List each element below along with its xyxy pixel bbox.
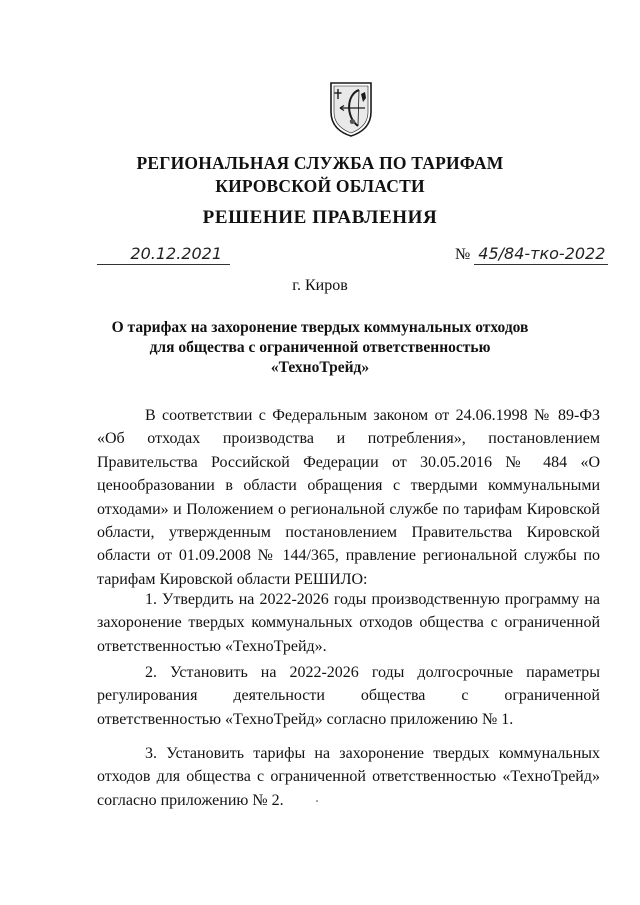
subject-line1: О тарифах на захоронение твердых коммунальных отходов	[111, 319, 529, 336]
item-1-paragraph	[97, 588, 600, 658]
coat-of-arms-icon	[328, 80, 374, 138]
document-subject	[0, 318, 640, 378]
organization-name-line1: РЕГИОНАЛЬНАЯ СЛУЖБА ПО ТАРИФАМ	[136, 153, 504, 173]
city: г. Киров	[292, 277, 348, 294]
decision-number-block	[455, 244, 608, 265]
organization-name	[0, 152, 640, 198]
document-type: РЕШЕНИЕ ПРАВЛЕНИЯ	[202, 207, 438, 228]
preamble-text: В соответствии с Федеральным законом от 24.06.1998 № 89-ФЗ «Об отходах производства и потребления», постановлением Правительства Российской Федерации от 30.05.2016 № 484 «О ценообразовании в области обращения с твердыми коммунальными отходами» и Положением о региональной службе по тарифам Кировской области, утвержденным постановлением Правительства Кировской области от 01.09.2008 № 144/365, правление региональной службы по тарифам Кировской области РЕШИЛО:	[97, 407, 600, 588]
scan-speck	[316, 800, 318, 802]
number-sign: №	[455, 246, 471, 263]
item-1-text: 1. Утвердить на 2022-2026 годы производственную программу на захоронение твердых коммунальных отходов общества с ограниченной ответственностью «ТехноТрейд».	[97, 591, 600, 655]
decision-number: 45/84-тко-2022	[474, 244, 608, 265]
subject-line2: для общества с ограниченной ответственностью	[149, 339, 491, 356]
preamble-paragraph	[97, 404, 600, 591]
subject-line3: «ТехноТрейд»	[270, 359, 370, 376]
item-2-paragraph	[97, 661, 600, 731]
item-2-text: 2. Установить на 2022-2026 годы долгосрочные параметры регулирования деятельности общества с ограниченной ответственностью «ТехноТрейд» согласно приложению № 1.	[97, 664, 600, 728]
organization-name-line2: КИРОВСКОЙ ОБЛАСТИ	[215, 176, 425, 196]
item-3-paragraph	[97, 742, 600, 812]
item-3-text: 3. Установить тарифы на захоронение твердых коммунальных отходов для общества с ограниченной ответственностью «ТехноТрейд» согласно приложению № 2.	[97, 745, 600, 809]
decision-date: 20.12.2021	[97, 244, 230, 265]
